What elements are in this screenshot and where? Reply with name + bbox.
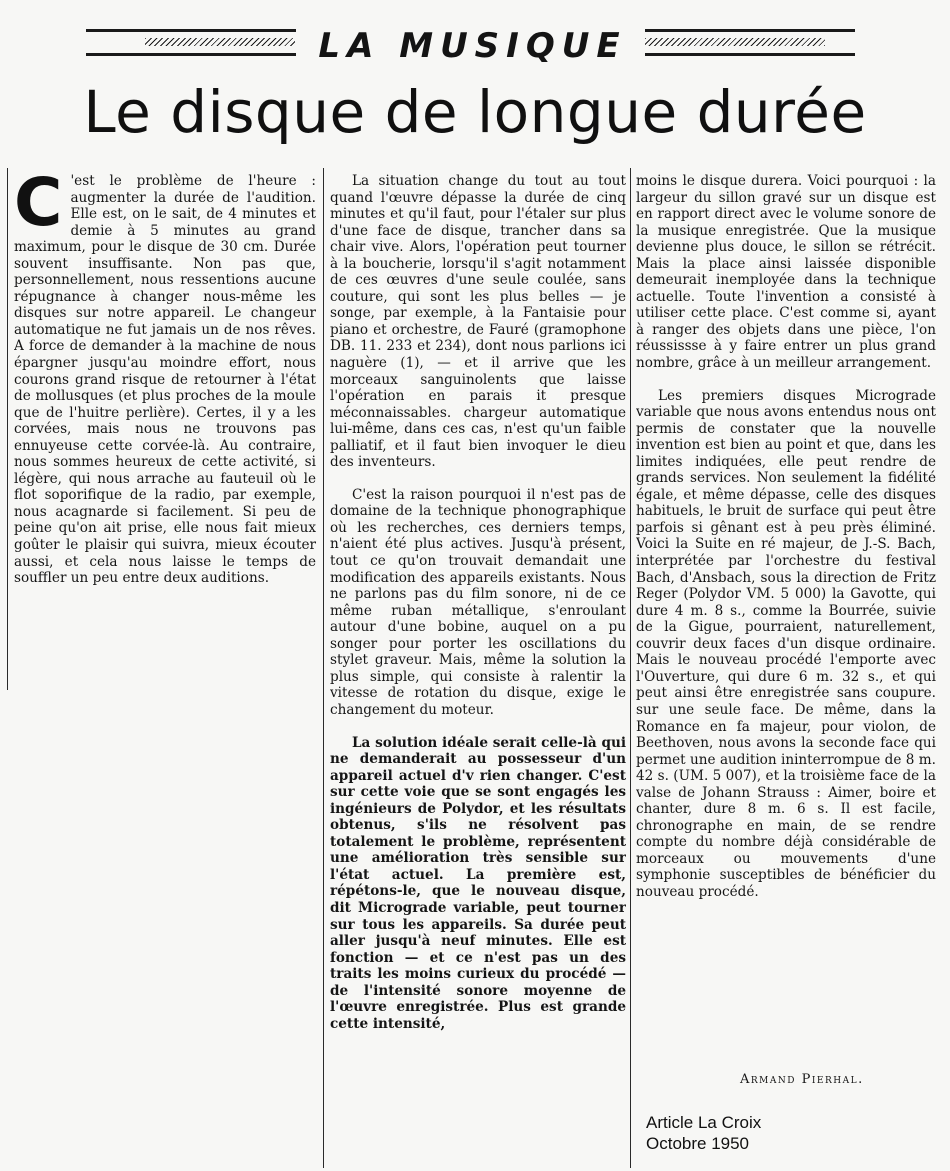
header-rule-left-top — [86, 29, 296, 32]
article-headline: Le disque de longue durée — [83, 78, 867, 146]
paragraph: C'est la raison pourquoi il n'est pas de domaine de la technique phonographique où les recherches, ces derniers temps, n'aient été plus actives. Jusqu'à présent, tout ce qu'on trouvait demandait une modification des appareils existants. Nous ne parlons pas du film sonore, ni de ce même ruban métallique, s'enroulant autour d'une bobine, auquel on a pu songer pour porter les oscillations du stylet graveur. Mais, même la solution la plus simple, qui consiste à ralentir la vitesse de rotation du disque, exige le changement du moteur. — [330, 486, 626, 718]
article-column-2 — [330, 173, 626, 1168]
column-rule-2 — [630, 168, 631, 1168]
article-column-3 — [636, 173, 936, 1098]
paragraph: La solution idéale serait celle-là qui ne demanderait au possesseur d'un appareil actuel d'v rien changer. C'est sur cette voie que se sont engagés les ingénieurs de Polydor, et les résultats obtenus, s'ils ne résolvent pas totalement le problème, représentent une amélioration très sensible sur l'état actuel. La première est, répétons-le, que le nouveau disque, dit Micrograde variable, peut tourner sur tous les appareils. Sa durée peut aller jusqu'à neuf minutes. Elle est fonction — et ce n'est pas un des traits les moins curieux du procédé — de l'intensité sonore moyenne de l'œuvre enregistrée. Plus est grande cette intensité, — [330, 734, 626, 1032]
paragraph — [14, 173, 316, 587]
header-rule-right-top — [645, 29, 855, 32]
paragraph: moins le disque durera. Voici pourquoi : la largeur du sillon gravé sur un disque est en rapport direct avec le volume sonore de la musique enregistrée. Que la musique devienne plus douce, le sillon se rétrécit. Mais la place ainsi laissée disponible demeurait inemployée dans la technique actuelle. Toute l'invention a consisté à utiliser cette place. C'est comme si, ayant à ranger des objets dans une pièce, l'on réussissse à y faire entrer un plus grand nombre, grâce à un meilleur arrangement. — [636, 173, 936, 372]
author-signature: Armand Pierhal. — [740, 1072, 864, 1087]
section-kicker: LA MUSIQUE — [318, 26, 627, 66]
header-rule-left-bottom — [86, 53, 296, 56]
caption-line-source: Article La Croix — [646, 1113, 762, 1132]
source-caption — [646, 1112, 761, 1154]
column-rule-1 — [323, 168, 324, 1168]
column-rule-left-edge — [7, 168, 8, 690]
header-ornament-left — [145, 38, 295, 46]
header-ornament-right — [645, 38, 825, 46]
caption-line-date: Octobre 1950 — [646, 1134, 750, 1153]
header-rule-right-bottom — [645, 53, 855, 56]
paragraph: La situation change du tout au tout quand l'œuvre dépasse la durée de cinq minutes et qu'il faut, pour l'étaler sur plus d'une face de disque, trancher dans sa chair vive. Alors, l'opération peut tourner à la boucherie, lorsqu'il s'agit notamment de ces œuvres d'une seule coulée, sans couture, qui sont les plus belles — je songe, par exemple, à la Fantaisie pour piano et orchestre, de Fauré (gramophone DB. 11. 233 et 234), dont nous parlions ici naguère (1), — et il arrive que les morceaux sanguinolents que laisse l'opération en parais it presque méconnaissables. chargeur automatique lui-même, dans ces cas, n'est qu'un faible palliatif, et il faut bien invoquer le dieu des inventeurs. — [330, 173, 626, 471]
drop-cap: C — [14, 173, 63, 241]
paragraph-text: 'est le problème de l'heure : augmenter la durée de l'audition. Elle est, on le sait, de 4 minutes et demie à 5 minutes au grand maximum, pour le disque de 30 cm. Durée souvent insuffisante. Non pas que, personnellement, nous ressentions aucune répugnance à changer nous-même les disques sur notre appareil. Le changeur automatique ne fut jamais un de nos rêves. A force de demander à la machine de nous épargner jusqu'au moindre effort, nous courons grand risque de retourner à l'état de mollusques (et plus proches de la moule que de l'huitre perlière). Certes, il y a les corvées, mais nous ne trouvons pas ennuyeuse cette corvée-là. Au contraire, nous sommes heureux de cette activité, si légère, qui nous arrache au fauteuil où le flot soporifique de la radio, par exemple, nous acagnarde si facilement. Si peu de peine qu'on ait prise, elle nous fait mieux goûter le plaisir qui suivra, mieux écouter aussi, et cela nous laisse le temps de souffler un peu entre deux auditions. — [14, 173, 316, 587]
paragraph: Les premiers disques Micrograde variable que nous avons entendus nous ont permis de constater que la nouvelle invention est bien au point et que, dans les limites indiquées, elle peut rendre de grands services. Non seulement la fidélité égale, et même dépasse, celle des disques habituels, le bruit de surface qui peut être parfois si gênant est à peu près éliminé. Voici la Suite en ré majeur, de J.-S. Bach, interprétée par l'orchestre du festival Bach, d'Ansbach, sous la direction de Fritz Reger (Polydor VM. 5 000) la Gavotte, qui dure 4 m. 8 s., comme la Bourrée, suivie de la Gigue, pourraient, naturellement, couvrir deux faces d'un disque ordinaire. Mais le nouveau procédé l'emporte avec l'Ouverture, qui dure 6 m. 32 s., et qui peut ainsi être enregistrée sans coupure. sur une seule face. De même, dans la Romance en fa majeur, pour violon, de Beethoven, nous avons la seconde face qui permet une audition ininterrompue de 8 m. 42 s. (UM. 5 007), et la troisième face de la valse de Johann Strauss : Aimer, boire et chanter, dure 8 m. 6 s. Il est facile, chronographe en main, de se rendre compte du nombre déjà considérable de morceaux ou mouvements d'une symphonie susceptibles de bénéficier du nouveau procédé. — [636, 387, 936, 900]
article-column-1 — [14, 173, 316, 693]
